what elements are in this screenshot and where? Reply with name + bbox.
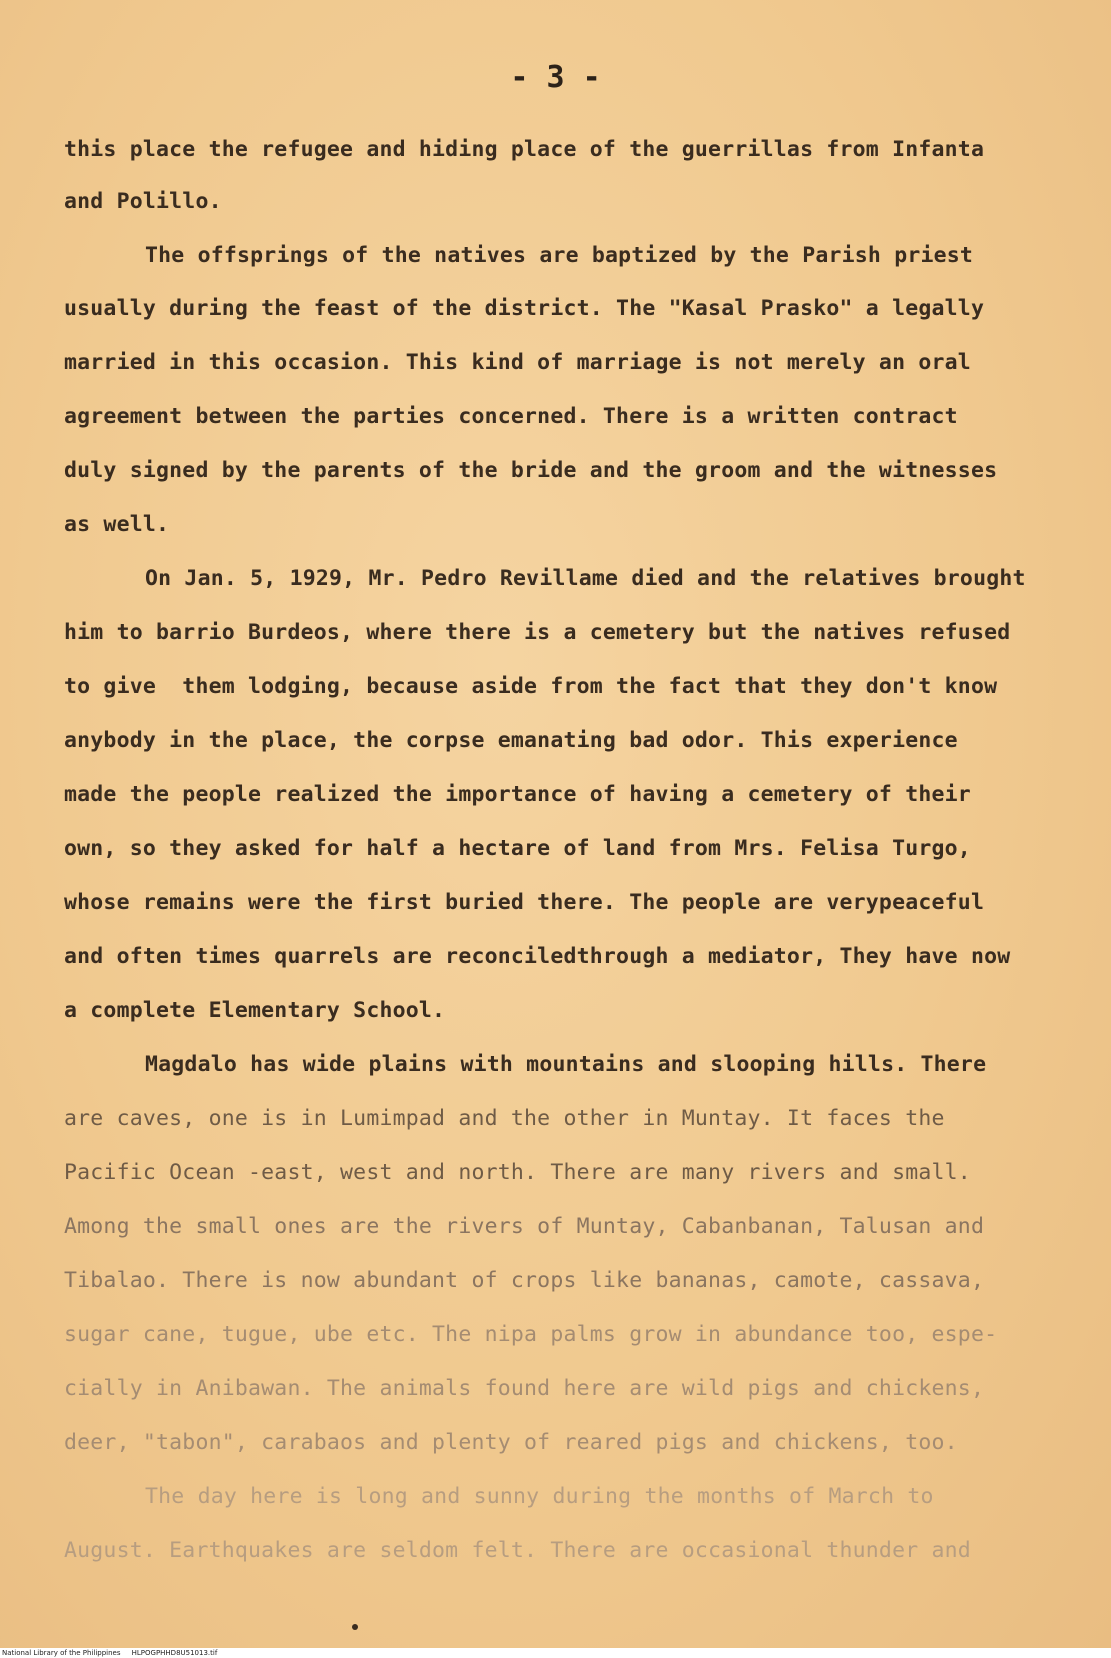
text-line: and often times quarrels are reconciledthrough a mediator, They have now <box>64 944 1011 969</box>
text-line: own, so they asked for half a hectare of land from Mrs. Felisa Turgo, <box>64 836 971 861</box>
text-line: are caves, one is in Lumimpad and the other in Muntay. It faces the <box>64 1106 945 1131</box>
archive-footer: National Library of the Philippines HLPOGPHHD8U51013.tif <box>0 1648 1111 1658</box>
text-line: agreement between the parties concerned. There is a written contract <box>64 404 958 429</box>
text-line: Pacific Ocean -east, west and north. There are many rivers and small. <box>64 1160 971 1185</box>
text-line: duly signed by the parents of the bride and the groom and the witnesses <box>64 458 998 483</box>
text-line: whose remains were the first buried there. The people are verypeaceful <box>64 890 985 915</box>
text-line: August. Earthquakes are seldom felt. There are occasional thunder and <box>64 1538 971 1563</box>
text-line: Magdalo has wide plains with mountains and slooping hills. There <box>145 1052 987 1077</box>
text-line: deer, "tabon", carabaos and plenty of reared pigs and chickens, too. <box>64 1430 958 1455</box>
text-line: and Polillo. <box>64 189 222 214</box>
text-line: as well. <box>64 512 170 537</box>
text-line: a complete Elementary School. <box>64 998 446 1023</box>
text-line: married in this occasion. This kind of marriage is not merely an oral <box>64 350 971 375</box>
text-line: The offsprings of the natives are baptized by the Parish priest <box>145 243 974 268</box>
text-line: The day here is long and sunny during the months of March to <box>145 1484 934 1509</box>
text-line: cially in Anibawan. The animals found here are wild pigs and chickens, <box>64 1376 985 1401</box>
text-line: him to barrio Burdeos, where there is a cemetery but the natives refused <box>64 620 1011 645</box>
text-line: Among the small ones are the rivers of Muntay, Cabanbanan, Talusan and <box>64 1214 985 1239</box>
ink-dot <box>352 1624 358 1630</box>
text-line: On Jan. 5, 1929, Mr. Pedro Revillame died and the relatives brought <box>145 566 1026 591</box>
text-line: made the people realized the importance of having a cemetery of their <box>64 782 971 807</box>
page-number: - 3 - <box>510 60 601 95</box>
text-line: usually during the feast of the district. The "Kasal Prasko" a legally <box>64 296 985 321</box>
text-line: to give them lodging, because aside from the fact that they don't know <box>64 674 998 699</box>
text-line: this place the refugee and hiding place of the guerrillas from Infanta <box>64 137 985 162</box>
text-line: anybody in the place, the corpse emanating bad odor. This experience <box>64 728 958 753</box>
text-line: sugar cane, tugue, ube etc. The nipa palms grow in abundance too, espe- <box>64 1322 998 1347</box>
text-line: Tibalao. There is now abundant of crops like bananas, camote, cassava, <box>64 1268 985 1293</box>
